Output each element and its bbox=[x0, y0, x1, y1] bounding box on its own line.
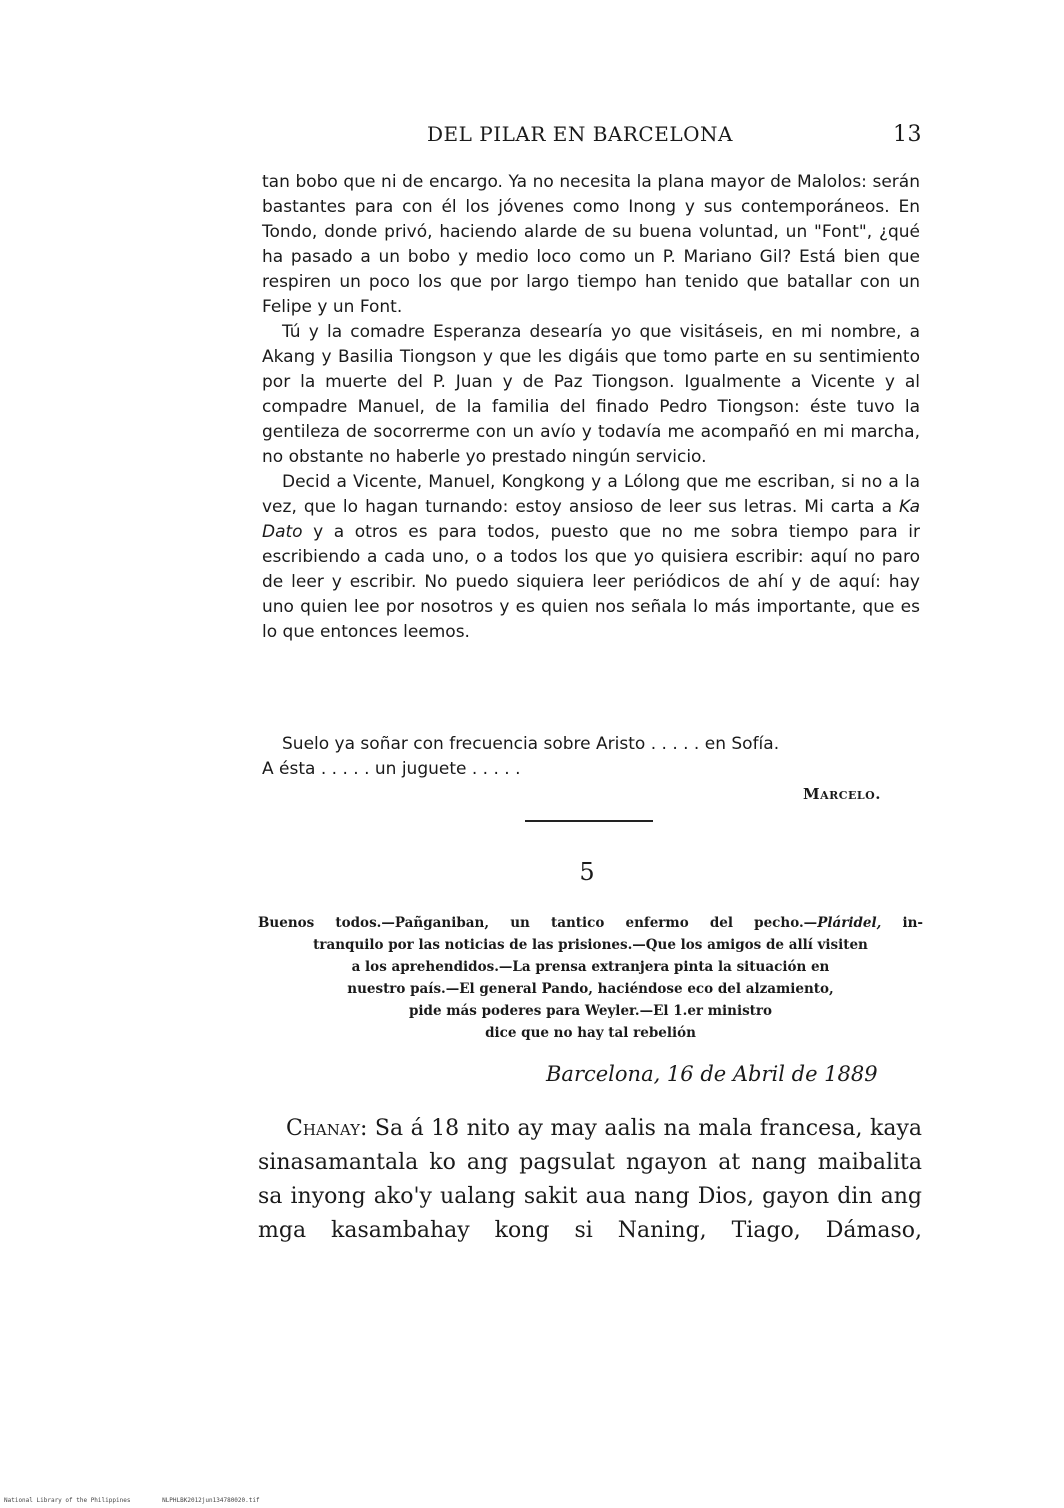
footer-library: National Library of the Philippines bbox=[4, 1497, 131, 1504]
summary-line-3: a los aprehendidos.—La prensa extranjera pinta la situación en bbox=[351, 959, 830, 975]
summary-line-1-b: in- bbox=[881, 915, 924, 931]
running-head-title: DEL PILAR EN BARCELONA bbox=[427, 122, 733, 146]
letter-number: 5 bbox=[579, 858, 595, 886]
summary-line-6: dice que no hay tal rebelión bbox=[485, 1025, 696, 1041]
paragraph-2: Tú y la comadre Esperanza desearía yo que visitáseis, en mi nombre, a Akang y Basilia Tiongson y que les digáis que tomo parte en su sentimiento por la muerte del P. Juan y de Paz Tiongson. Igualmente a Vicente y al compadre Manuel, de la familia del finado Pedro Tiongson: éste tuvo la gentileza de socorrerme con un avío y todavía me acompañó en mi marcha, no obstante no haberle yo prestado ningún servicio. bbox=[262, 322, 920, 467]
footer-file-id: NLPHLBK2012jun134780020.tif bbox=[162, 1497, 260, 1504]
summary-line-1-a: Buenos todos.—Pañganiban, un tantico enfermo del pecho.— bbox=[258, 915, 818, 931]
summary-line-5: pide más poderes para Weyler.—El 1.er ministro bbox=[408, 1003, 773, 1019]
closing-line-1: Suelo ya soñar con frecuencia sobre Aristo . . . . . en Sofía. bbox=[282, 734, 780, 754]
letter-body-text: Sa á 18 nito ay may aalis na mala francesa, kaya sinasamantala ko ang pagsulat ngayon at nang maibalita sa inyong ako'y ualang sakit aua nang Dios, gayon din ang mga kasambahay kong si Naning, Tiago, Dámaso, bbox=[258, 1116, 922, 1243]
section-divider bbox=[525, 820, 653, 822]
closing-lines bbox=[262, 732, 922, 782]
closing-line-2: A ésta . . . . . un juguete . . . . . bbox=[262, 759, 521, 779]
page-number: 13 bbox=[893, 122, 922, 147]
summary-line-4: nuestro país.—El general Pando, haciéndose eco del alzamiento, bbox=[347, 981, 834, 997]
summary-line-1-italic: Pláridel, bbox=[817, 915, 882, 931]
paragraph-3-part-b: y a otros es para todos, puesto que no me sobra tiempo para ir escribiendo a cada uno, o a todos los que yo quisiera escribir: aquí no paro de leer y escribir. No puedo siquiera leer periódicos de ahí y de aquí: hay uno quien lee por nosotros y es quien nos señala lo más importante, que es lo que entonces leemos. bbox=[262, 522, 920, 642]
paragraph-1: tan bobo que ni de encargo. Ya no necesita la plana mayor de Malolos: serán bastantes para con él los jóvenes como Inong y sus contemporáneos. En Tondo, donde privó, haciendo alarde de su buena voluntad, un "Font", ¿qué ha pasado a un bobo y medio loco como un P. Mariano Gil? Está bien que respiren un poco los que por largo tiempo han tenido que batallar con un Felipe y un Font. bbox=[262, 172, 920, 317]
paragraph-3 bbox=[262, 470, 920, 645]
paragraph-3-part-a: Decid a Vicente, Manuel, Kongkong y a Lólong que me escriban, si no a la vez, que lo hagan turnando: estoy ansioso de leer sus letras. Mi carta a bbox=[262, 472, 920, 517]
letter-body-paragraph bbox=[258, 1112, 922, 1248]
summary-line-1 bbox=[258, 912, 923, 934]
letter-summary bbox=[258, 912, 923, 1044]
ka-dato-italic: Ka Dato bbox=[262, 497, 920, 542]
letter-body bbox=[258, 1112, 922, 1248]
scan-footer bbox=[4, 1497, 288, 1504]
continuation-text bbox=[262, 170, 920, 645]
dateline: Barcelona, 16 de Abril de 1889 bbox=[546, 1062, 878, 1086]
summary-line-2: tranquilo por las noticias de las prisiones.—Que los amigos de allí visiten bbox=[313, 937, 868, 953]
signature: Marcelo. bbox=[803, 785, 881, 803]
addressee: Chanay: bbox=[286, 1116, 368, 1141]
